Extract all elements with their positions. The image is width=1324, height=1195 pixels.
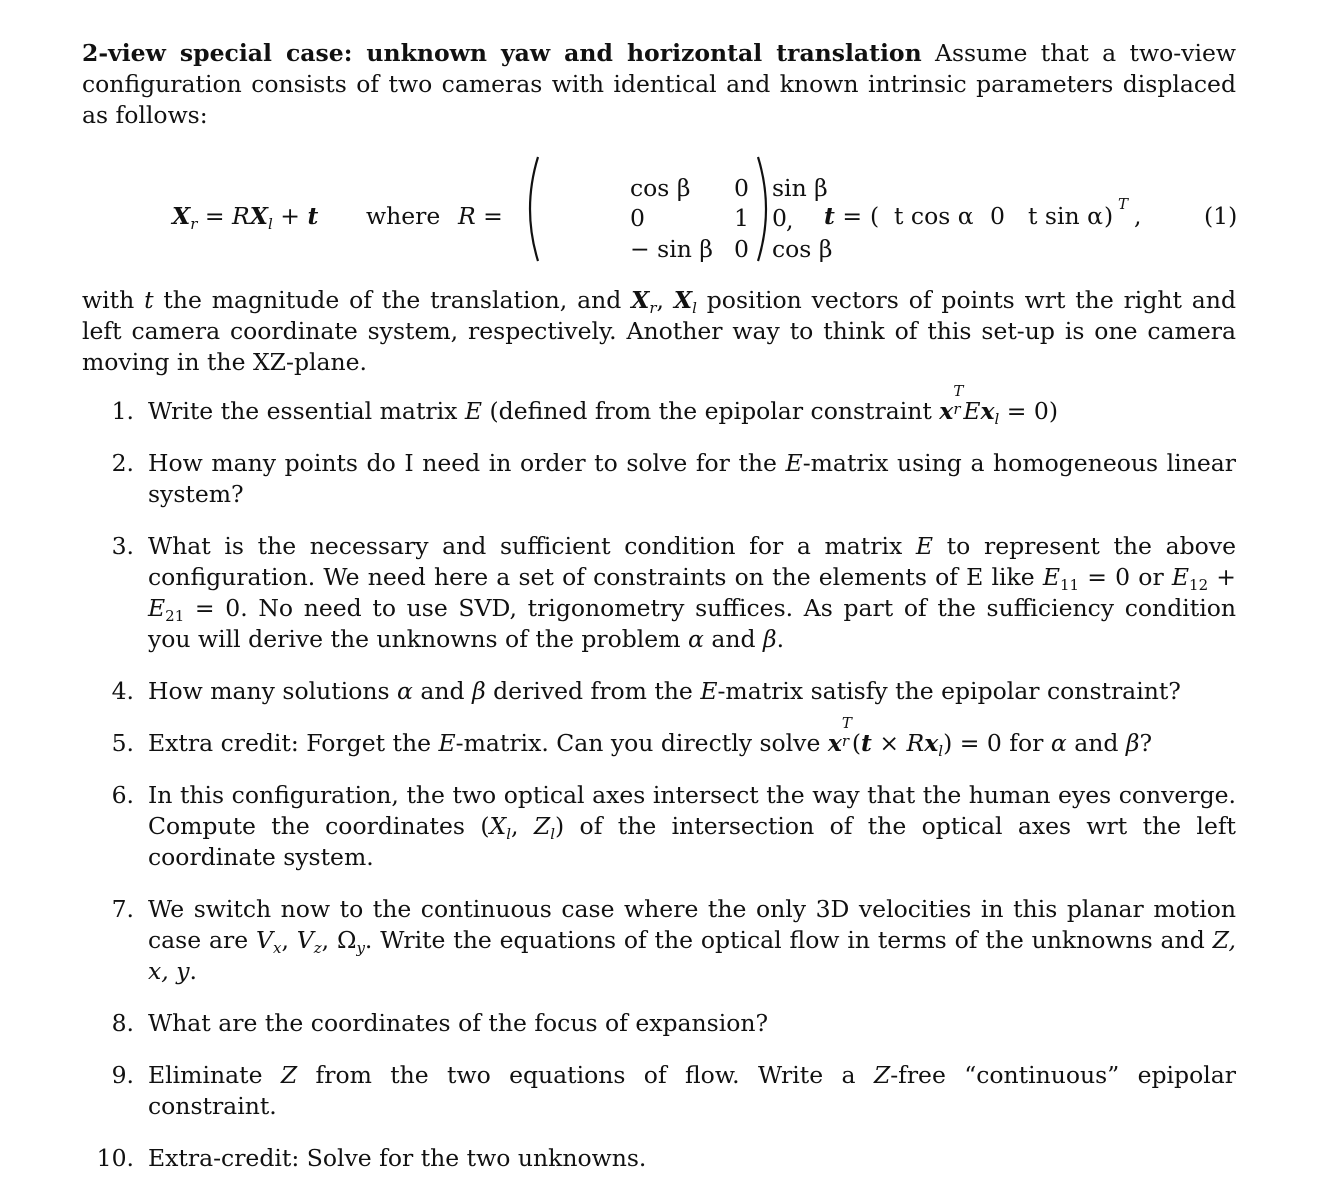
list-item: 4. How many solutions α and β derived from the E-matrix satisfy the epipolar constraint? xyxy=(111,677,1181,705)
section-title: 2-view special case: unknown yaw and horizontal translation xyxy=(82,39,922,67)
t-close-paren: ) xyxy=(1104,202,1114,230)
list-item: 8. What are the coordinates of the focus of expansion? xyxy=(111,1009,769,1037)
equation-where: where xyxy=(366,202,441,230)
intro-paragraph xyxy=(82,38,1236,131)
list-item: 1. Write the essential matrix E (defined from the epipolar constraint x T r $Ex_l = 0$) xyxy=(111,382,1059,428)
matrix-cell: 1 xyxy=(734,204,749,232)
display-equation xyxy=(82,151,1236,283)
list-item: 7. We switch now to the continuous case where the only 3D velocities in this planar motion case are $V_x$, $V_z$, $\Omega_y$. Write the equations of the optical flow in terms of the unknowns and Z, x, y. xyxy=(111,895,1236,985)
matrix-cell: cos β xyxy=(772,235,833,263)
list-item: 5. Extra credit: Forget the E-matrix. Can you directly solve x T r $(t \times Rx_l) = 0$ for α and β? xyxy=(111,714,1153,760)
equation-number: (1) xyxy=(1204,202,1238,230)
equation-lhs: $X_r = RX_l + t$ xyxy=(172,202,319,233)
t-vector-1: 0 xyxy=(990,202,1005,230)
after-equation-paragraph: with t the magnitude of the translation, and $X_r$, $X_l$ position vectors of points wrt the right and left camera coordinate system, respectively. Another way to think of this set-up is one camera moving in the XZ-plane. xyxy=(82,286,1236,376)
t-open-paren: ( xyxy=(870,202,880,230)
question-list xyxy=(82,382,1237,1174)
list-item: 9. Eliminate Z from the two equations of flow. Write a Z-free “continuous” epipolar constraint. xyxy=(111,1061,1237,1120)
matrix-cell: sin β xyxy=(772,174,828,202)
list-item: 2. How many points do I need in order to solve for the E-matrix using a homogeneous linear system? xyxy=(111,449,1236,508)
equation-comma: , xyxy=(786,206,794,234)
t-comma: , xyxy=(1134,202,1142,230)
intro-text: Assume that a two-view configuration consists of two cameras with identical and known intrinsic parameters displaced as follows: xyxy=(82,39,1236,129)
matrix-cell: − sin β xyxy=(630,235,713,263)
list-item: 10. Extra-credit: Solve for the two unknowns. xyxy=(96,1144,647,1172)
matrix-cell: 0 xyxy=(772,204,787,232)
right-paren-icon xyxy=(756,155,778,263)
matrix-cell: 0 xyxy=(734,235,749,263)
document-page xyxy=(82,38,1236,1195)
list-item: 3. What is the necessary and sufficient condition for a matrix E to represent the above configuration. We need here a set of constraints on the elements of E like $E_{11} = 0$ or $E_{12} + E_{21} = 0$. No need to use SVD, trigonometry suffices. As part of the sufficiency condition you will derive the unknowns of the problem α and β. xyxy=(111,532,1236,653)
matrix-cell: 0 xyxy=(734,174,749,202)
t-vector-2: t sin α xyxy=(1028,202,1103,230)
left-paren-icon xyxy=(518,155,540,263)
matrix-cell: cos β xyxy=(630,174,691,202)
t-vector-0: t cos α xyxy=(894,202,974,230)
translation-label: t = xyxy=(824,202,863,230)
t-transpose: T xyxy=(1118,195,1129,213)
list-item: 6. In this configuration, the two optical axes intersect the way that the human eyes converge. Compute the coordinates ($X_l$, $Z_l$) of the intersection of the optical axes wrt the left coordinate system. xyxy=(111,781,1236,871)
matrix-cell: 0 xyxy=(630,204,645,232)
rotation-label: R = xyxy=(458,202,503,230)
